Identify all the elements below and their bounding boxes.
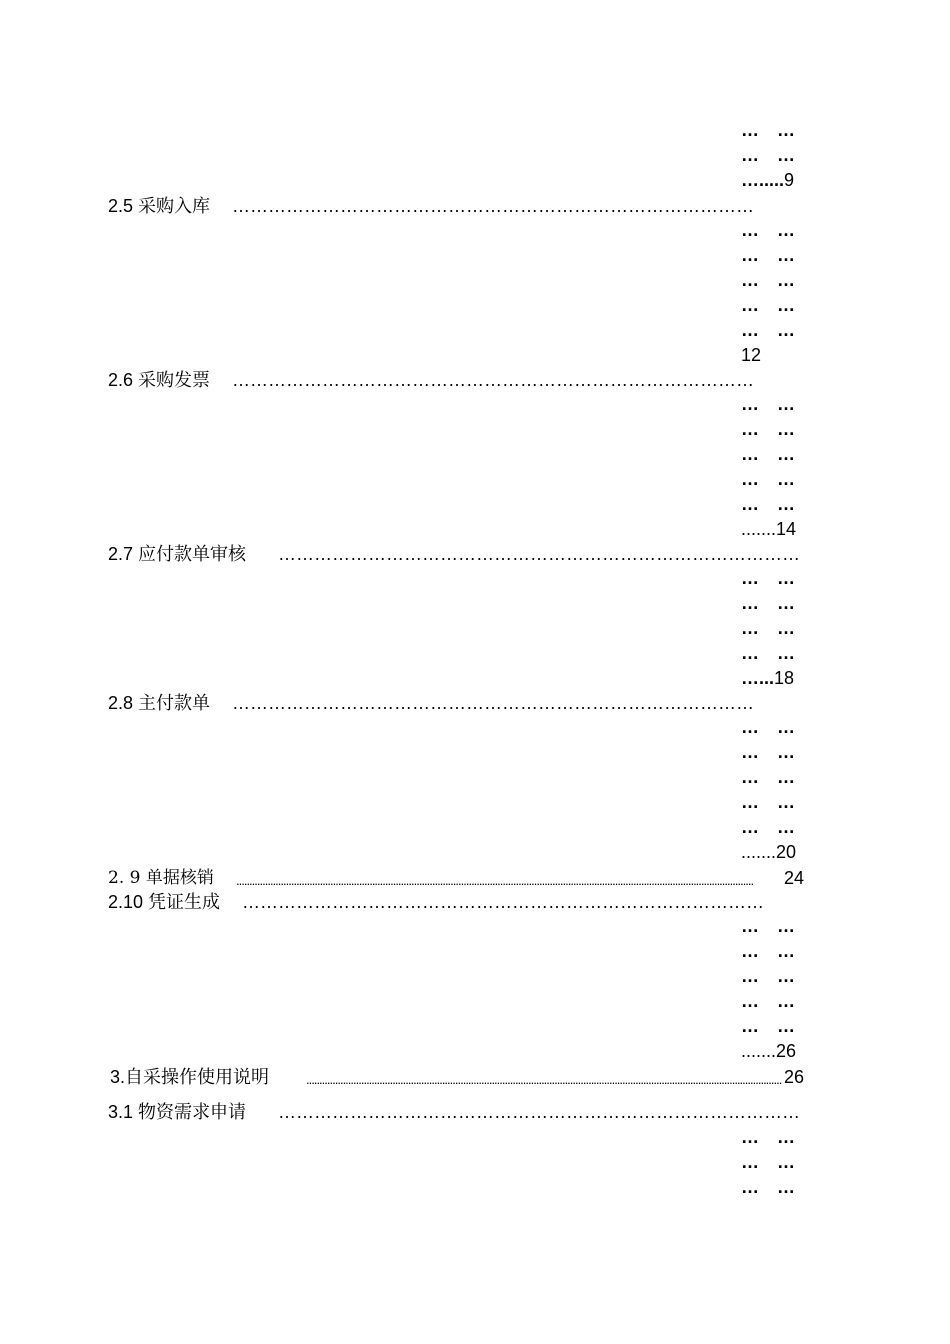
toc-entry-title: 2.10 凭证生成 xyxy=(108,890,222,915)
toc-entry[interactable] xyxy=(110,1065,810,1090)
toc-dots: … … xyxy=(741,792,795,812)
toc-page-number: 14 xyxy=(776,519,797,539)
toc-dots-column xyxy=(741,914,809,1064)
toc-leader: …………………………………………………………………………… xyxy=(278,1102,800,1122)
toc-page-number: 24 xyxy=(784,868,805,888)
toc-dots-column xyxy=(741,218,809,368)
toc-dots: … … xyxy=(741,717,795,737)
toc-entry-title: 3.自采操作使用说明 xyxy=(110,1065,271,1090)
toc-entry-title: 2.7 应付款单审核 xyxy=(108,542,248,567)
toc-dots-column xyxy=(741,715,809,865)
toc-dots: … … xyxy=(741,394,795,414)
toc-dots: … … xyxy=(741,494,795,514)
toc-page-number: 26 xyxy=(784,1067,805,1087)
toc-page-number: 9 xyxy=(784,170,795,190)
toc-dots: … … xyxy=(741,593,795,613)
toc-entry[interactable] xyxy=(108,368,808,393)
toc-entry[interactable] xyxy=(108,890,808,915)
toc-leader: ...................................................................................................................................................................................... xyxy=(306,1072,782,1087)
toc-dots: … … xyxy=(741,767,795,787)
toc-dots-tail: .......26 xyxy=(741,1041,797,1061)
toc-dots: … … xyxy=(741,817,795,837)
toc-dots-column xyxy=(741,392,809,542)
toc-leader: ...................................................................................................................................................................................................... xyxy=(236,873,754,888)
toc-leader: …………………………………………………………………………… xyxy=(232,693,754,713)
toc-entry-title: 2.6 采购发票 xyxy=(108,368,212,393)
toc-dots-column xyxy=(741,1125,809,1200)
toc-entry[interactable] xyxy=(108,866,808,891)
toc-dots: … … xyxy=(741,991,795,1011)
toc-dots-tail: …...18 xyxy=(741,668,795,688)
toc-dots: … … xyxy=(741,742,795,762)
toc-dots: … … xyxy=(741,1016,795,1036)
toc-leader: …………………………………………………………………………… xyxy=(232,196,754,216)
toc-dots: … … xyxy=(741,1152,795,1172)
toc-entry-title: 3.1 物资需求申请 xyxy=(108,1100,248,1125)
toc-entry[interactable] xyxy=(108,1100,808,1125)
toc-dots: … … xyxy=(741,444,795,464)
toc-leader: …………………………………………………………………………… xyxy=(278,544,800,564)
toc-dots-tail: .......14 xyxy=(741,519,797,539)
toc-page-number: 26 xyxy=(776,1041,797,1061)
toc-entry[interactable] xyxy=(108,691,808,716)
toc-dots: … … xyxy=(741,220,795,240)
toc-entry-title: 2. 9 单据核销 xyxy=(108,866,216,891)
toc-page-number: 20 xyxy=(776,842,797,862)
toc-dots-column xyxy=(741,118,809,193)
toc-dots: … … xyxy=(741,1177,795,1197)
toc-entry-title: 2.5 采购入库 xyxy=(108,194,212,219)
toc-dots: … … xyxy=(741,320,795,340)
toc-dots: … … xyxy=(741,618,795,638)
toc-page-number: 18 xyxy=(774,668,795,688)
toc-entry[interactable] xyxy=(108,194,808,219)
toc-dots-tail: ….....9 xyxy=(741,170,795,190)
toc-dots: … … xyxy=(741,145,795,165)
toc-dots: … … xyxy=(741,941,795,961)
toc-dots: … … xyxy=(741,295,795,315)
toc-leader: …………………………………………………………………………… xyxy=(232,370,754,390)
toc-dots: … … xyxy=(741,1127,795,1147)
toc-dots: … … xyxy=(741,270,795,290)
toc-page-number: 12 xyxy=(741,345,762,365)
toc-dots: … … xyxy=(741,120,795,140)
toc-entry[interactable] xyxy=(108,542,808,567)
toc-dots: … … xyxy=(741,419,795,439)
toc-dots-column xyxy=(741,566,809,691)
toc-dots: … … xyxy=(741,469,795,489)
toc-dots-tail: .......20 xyxy=(741,842,797,862)
toc-leader: …………………………………………………………………………… xyxy=(242,892,764,912)
toc-dots: … … xyxy=(741,643,795,663)
toc-dots: … … xyxy=(741,245,795,265)
toc-dots: … … xyxy=(741,568,795,588)
toc-dots: … … xyxy=(741,966,795,986)
toc-entry-title: 2.8 主付款单 xyxy=(108,691,212,716)
toc-dots: … … xyxy=(741,916,795,936)
